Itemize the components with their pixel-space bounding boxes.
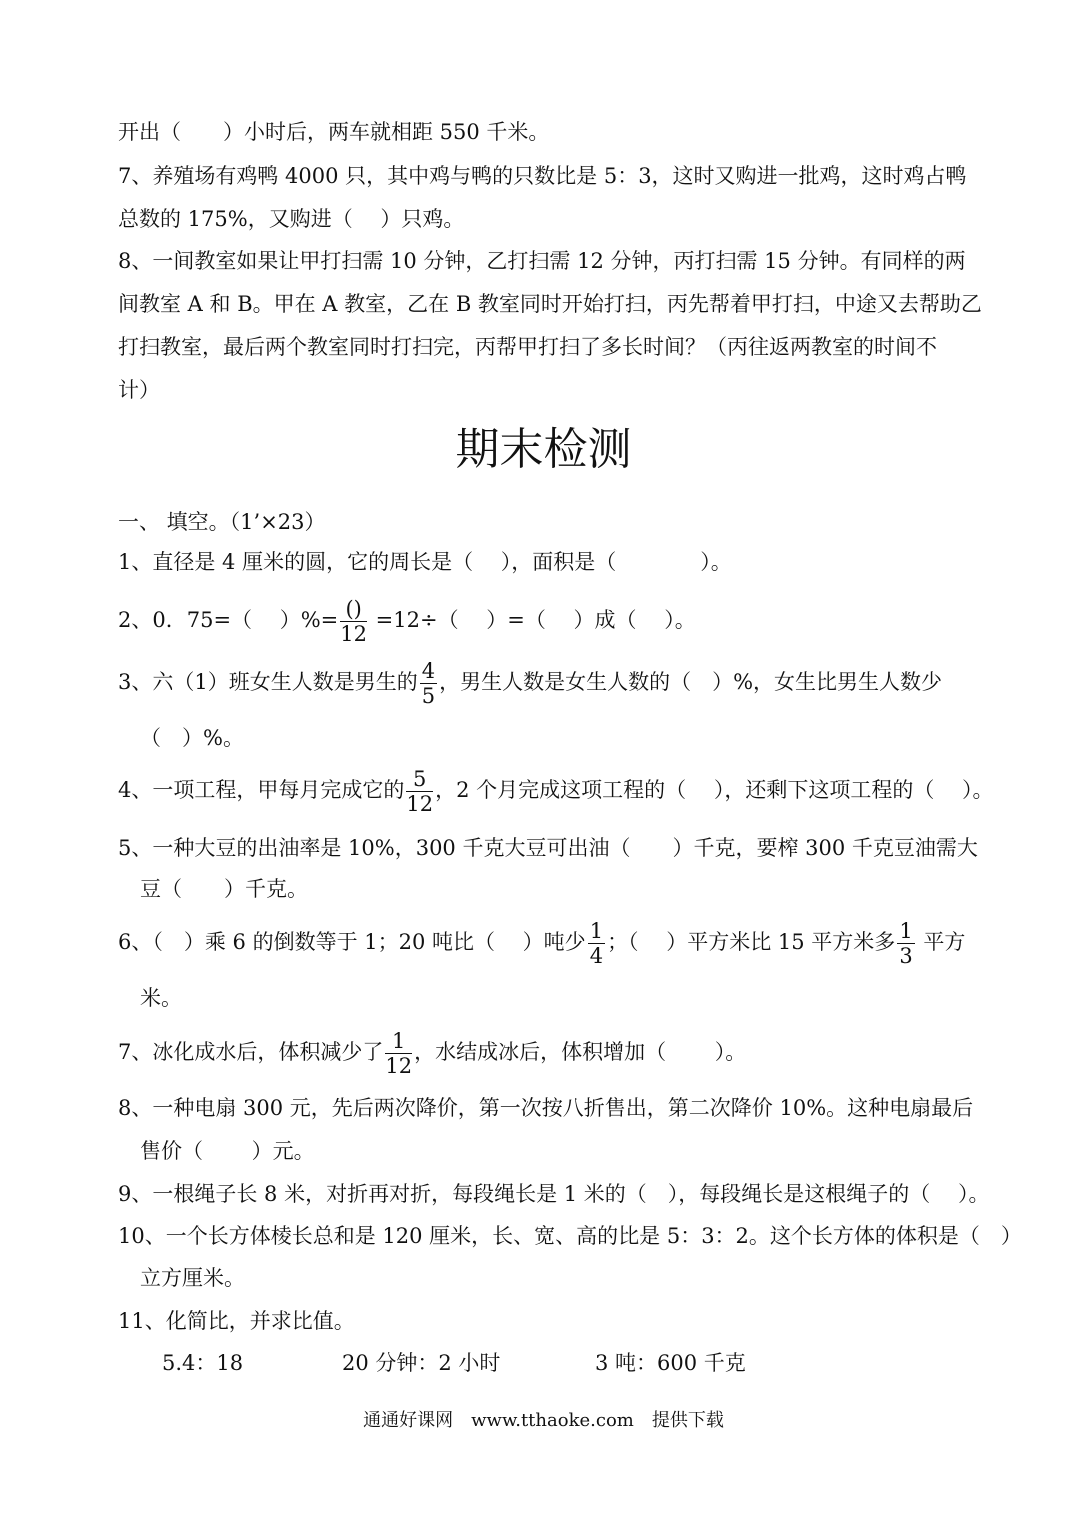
question-4 <box>118 768 994 815</box>
q7-text-a: 7、冰化成水后，体积减少了 <box>118 1040 384 1065</box>
q6-fraction-2 <box>897 920 914 967</box>
prev-line-1: 开出（ ）小时后，两车就相距 550 千米。 <box>118 120 550 144</box>
q6-fraction-1 <box>588 920 605 967</box>
q4-text-b: ，2 个月完成这项工程的（ ），还剩下这项工程的（ ）。 <box>435 778 994 803</box>
q4-fraction <box>406 768 433 815</box>
q4-frac-den: 12 <box>406 792 434 817</box>
q3-frac-den: 5 <box>421 684 436 709</box>
q7-text-b: ，水结成冰后，体积增加（ ）。 <box>414 1040 747 1065</box>
question-5-cont: 豆（ ）千克。 <box>140 877 308 901</box>
question-10: 10、一个长方体棱长总和是 120 厘米，长、宽、高的比是 5：3：2。这个长方体的体积是（ ） <box>118 1224 1022 1248</box>
q6-frac2-den: 3 <box>899 944 913 969</box>
question-3 <box>118 660 942 707</box>
prev-line-4: 8、一间教室如果让甲打扫需 10 分钟，乙打扫需 12 分钟，丙打扫需 15 分钟。有同样的两 <box>118 249 966 273</box>
question-8-cont: 售价（ ）元。 <box>140 1139 315 1163</box>
footer-credit: 通通好课网 www.tthaoke.com 提供下载 <box>363 1410 724 1431</box>
q4-text-a: 4、一项工程，甲每月完成它的 <box>118 778 405 803</box>
prev-line-3: 总数的 175%，又购进（ ）只鸡。 <box>118 207 465 231</box>
q2-frac-den: 12 <box>340 622 367 647</box>
q7-fraction <box>385 1030 412 1077</box>
q7-frac-num: 1 <box>385 1030 412 1054</box>
question-6-cont: 米。 <box>140 986 182 1010</box>
q6-text-b: ；（ ）平方米比 15 平方米多 <box>607 930 896 955</box>
prev-line-6: 打扫教室，最后两个教室同时打扫完，丙帮甲打扫了多长时间？（丙往返两教室的时间不 <box>118 335 937 359</box>
question-11: 11、化简比，并求比值。 <box>118 1309 355 1333</box>
question-10-cont: 立方厘米。 <box>140 1266 245 1290</box>
q6-frac1-den: 4 <box>589 944 604 969</box>
q3-fraction <box>420 660 437 707</box>
q11-item-2: 20 分钟：2 小时 <box>342 1351 501 1375</box>
question-8: 8、一种电扇 300 元，先后两次降价，第一次按八折售出，第二次降价 10%。这种电扇最后 <box>118 1096 974 1120</box>
q2-frac-num: () <box>340 598 367 622</box>
question-6 <box>118 920 965 967</box>
question-2 <box>118 598 696 645</box>
prev-line-2: 7、养殖场有鸡鸭 4000 只，其中鸡与鸭的只数比是 5：3，这时又购进一批鸡，这时鸡占鸭 <box>118 164 967 188</box>
q7-frac-den: 12 <box>385 1054 413 1079</box>
question-7 <box>118 1030 746 1077</box>
question-9: 9、一根绳子长 8 米，对折再对折，每段绳长是 1 米的（ ），每段绳长是这根绳子的（ ）。 <box>118 1182 990 1206</box>
question-5: 5、一种大豆的出油率是 10%，300 千克大豆可出油（ ）千克，要榨 300 千克豆油需大 <box>118 836 978 860</box>
q4-frac-num: 5 <box>406 768 433 792</box>
q3-text-b: ，男生人数是女生人数的（ ）%，女生比男生人数少 <box>439 670 943 695</box>
question-1: 1、直径是 4 厘米的圆，它的周长是（ ），面积是（ ）。 <box>118 550 732 574</box>
prev-line-5: 间教室 A 和 B。甲在 A 教室，乙在 B 教室同时开始打扫，丙先帮着甲打扫，中途又去帮助乙 <box>118 292 982 316</box>
q11-item-1: 5.4：18 <box>162 1351 244 1375</box>
q6-text-c: 平方 <box>916 930 966 955</box>
q3-frac-num: 4 <box>421 659 436 683</box>
prev-line-7: 计） <box>118 378 160 402</box>
q2-text-a: 2、0．75=（ ）%= <box>118 608 339 633</box>
q2-text-b: =12÷（ ）=（ ）成（ ）。 <box>369 608 696 633</box>
q6-frac2-num: 1 <box>899 919 913 943</box>
q6-frac1-num: 1 <box>589 919 604 943</box>
section-heading: 一、 填空。（1’×23） <box>118 510 326 534</box>
page-title: 期末检测 <box>455 424 632 475</box>
question-3-cont: （ ）%。 <box>140 726 244 750</box>
q11-item-3: 3 吨：600 千克 <box>595 1351 746 1375</box>
q2-fraction <box>340 598 367 645</box>
q6-text-a: 6、（ ）乘 6 的倒数等于 1；20 吨比（ ）吨少 <box>118 930 586 955</box>
q3-text-a: 3、六（1）班女生人数是男生的 <box>118 670 418 695</box>
